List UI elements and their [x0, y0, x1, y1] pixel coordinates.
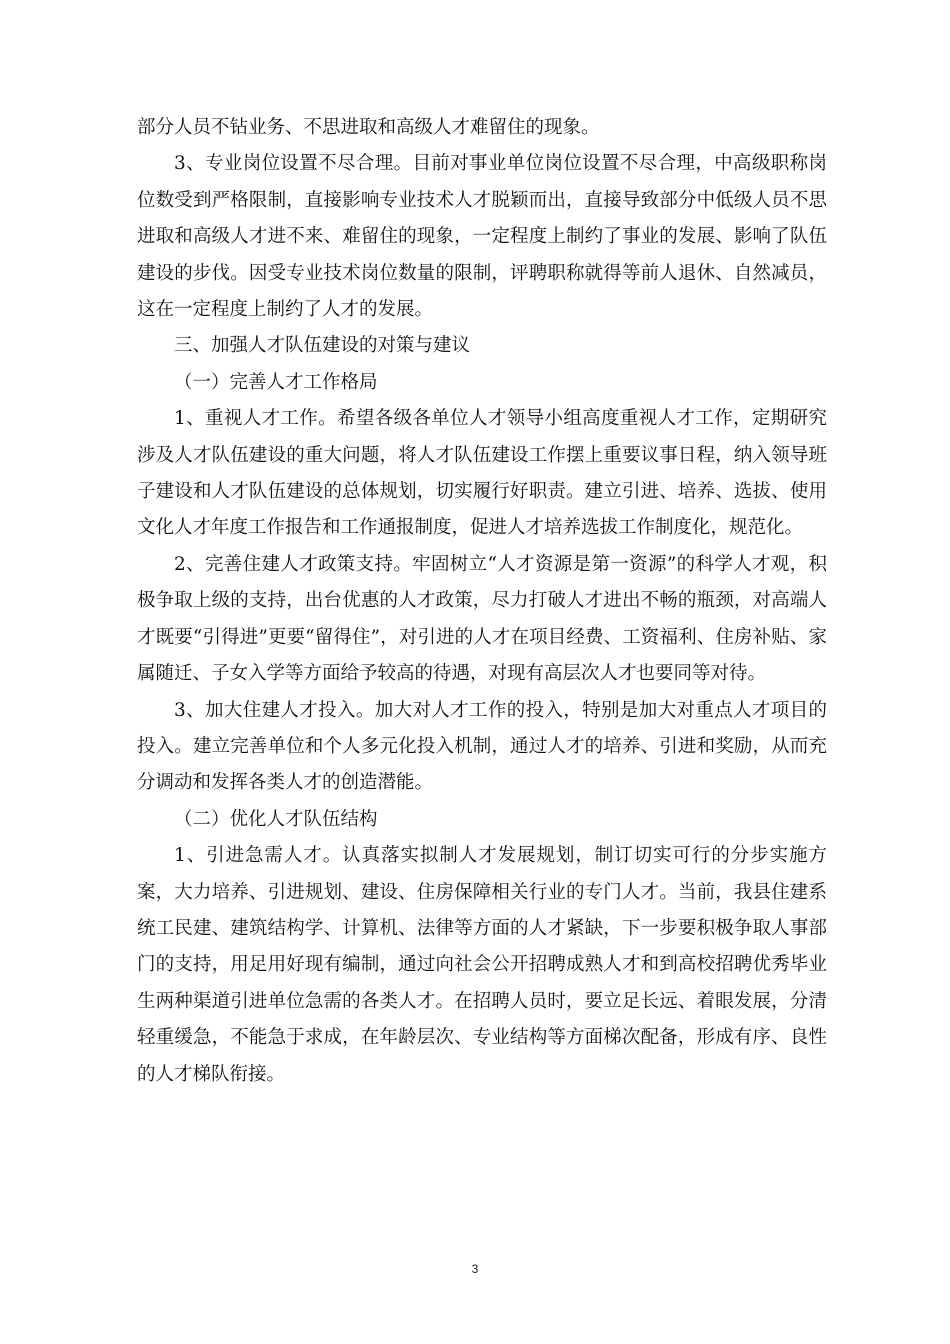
subsection-heading-optimize-structure: （二）优化人才队伍结构: [174, 808, 378, 830]
paragraph-position-setting: 3、专业岗位设置不尽合理。目前对事业单位岗位设置不尽合理，中高级职称岗位数受到严格限制，直接影响专业技术人才脱颖而出，直接导致部分中低级人员不思进取和高级人才进不来、难留住的现象，一定程度上制约了事业的发展、影响了队伍建设的步伐。因受专业技术岗位数量的限制，评聘职称就得等前人退休、自然减员，这在一定程度上制约了人才的发展。: [137, 153, 827, 321]
paragraph-value-talent-work: 1、重视人才工作。希望各级各单位人才领导小组高度重视人才工作，定期研究涉及人才队伍建设的重大问题，将人才队伍建设工作摆上重要议事日程，纳入领导班子建设和人才队伍建设的总体规划，切实履行好职责。建立引进、培养、选拔、使用文化人才年度工作报告和工作通报制度，促进人才培养选拔工作制度化，规范化。: [137, 408, 827, 539]
page-number: 3: [471, 1262, 479, 1276]
paragraph-policy-support: 2、完善住建人才政策支持。牢固树立“人才资源是第一资源”的科学人才观，积极争取上级的支持，出台优惠的人才政策，尽力打破人才进出不畅的瓶颈，对高端人才既要“引得进”更要“留得住”，对引进的人才在项目经费、工资福利、住房补贴、家属随迁、子女入学等方面给予较高的待遇，对现有高层次人才也要同等对待。: [137, 553, 827, 685]
document-body: [137, 110, 827, 1093]
section-heading-countermeasures: 三、加强人才队伍建设的对策与建议: [174, 335, 471, 357]
paragraph-introduce-talent: 1、引进急需人才。认真落实拟制人才发展规划，制订切实可行的分步实施方案，大力培养、引进规划、建设、住房保障相关行业的专门人才。当前，我县住建系统工民建、建筑结构学、计算机、法律等方面的人才紧缺，下一步要积极争取人事部门的支持，用足用好现有编制，通过向社会公开招聘成熟人才和到高校招聘优秀毕业生两种渠道引进单位急需的各类人才。在招聘人员时，要立足长远、着眼发展，分清轻重缓急，不能急于求成，在年龄层次、专业结构等方面梯次配备，形成有序、良性的人才梯队衔接。: [137, 845, 827, 1085]
subsection-heading-improve-work-pattern: （一）完善人才工作格局: [174, 371, 378, 393]
paragraph-increase-investment: 3、加大住建人才投入。加大对人才工作的投入，特别是加大对重点人才项目的投入。建立完善单位和个人多元化投入机制，通过人才的培养、引进和奖励，从而充分调动和发挥各类人才的创造潜能。: [137, 699, 827, 794]
paragraph-continuation: 部分人员不钻业务、不思进取和高级人才难留住的现象。: [137, 117, 600, 138]
